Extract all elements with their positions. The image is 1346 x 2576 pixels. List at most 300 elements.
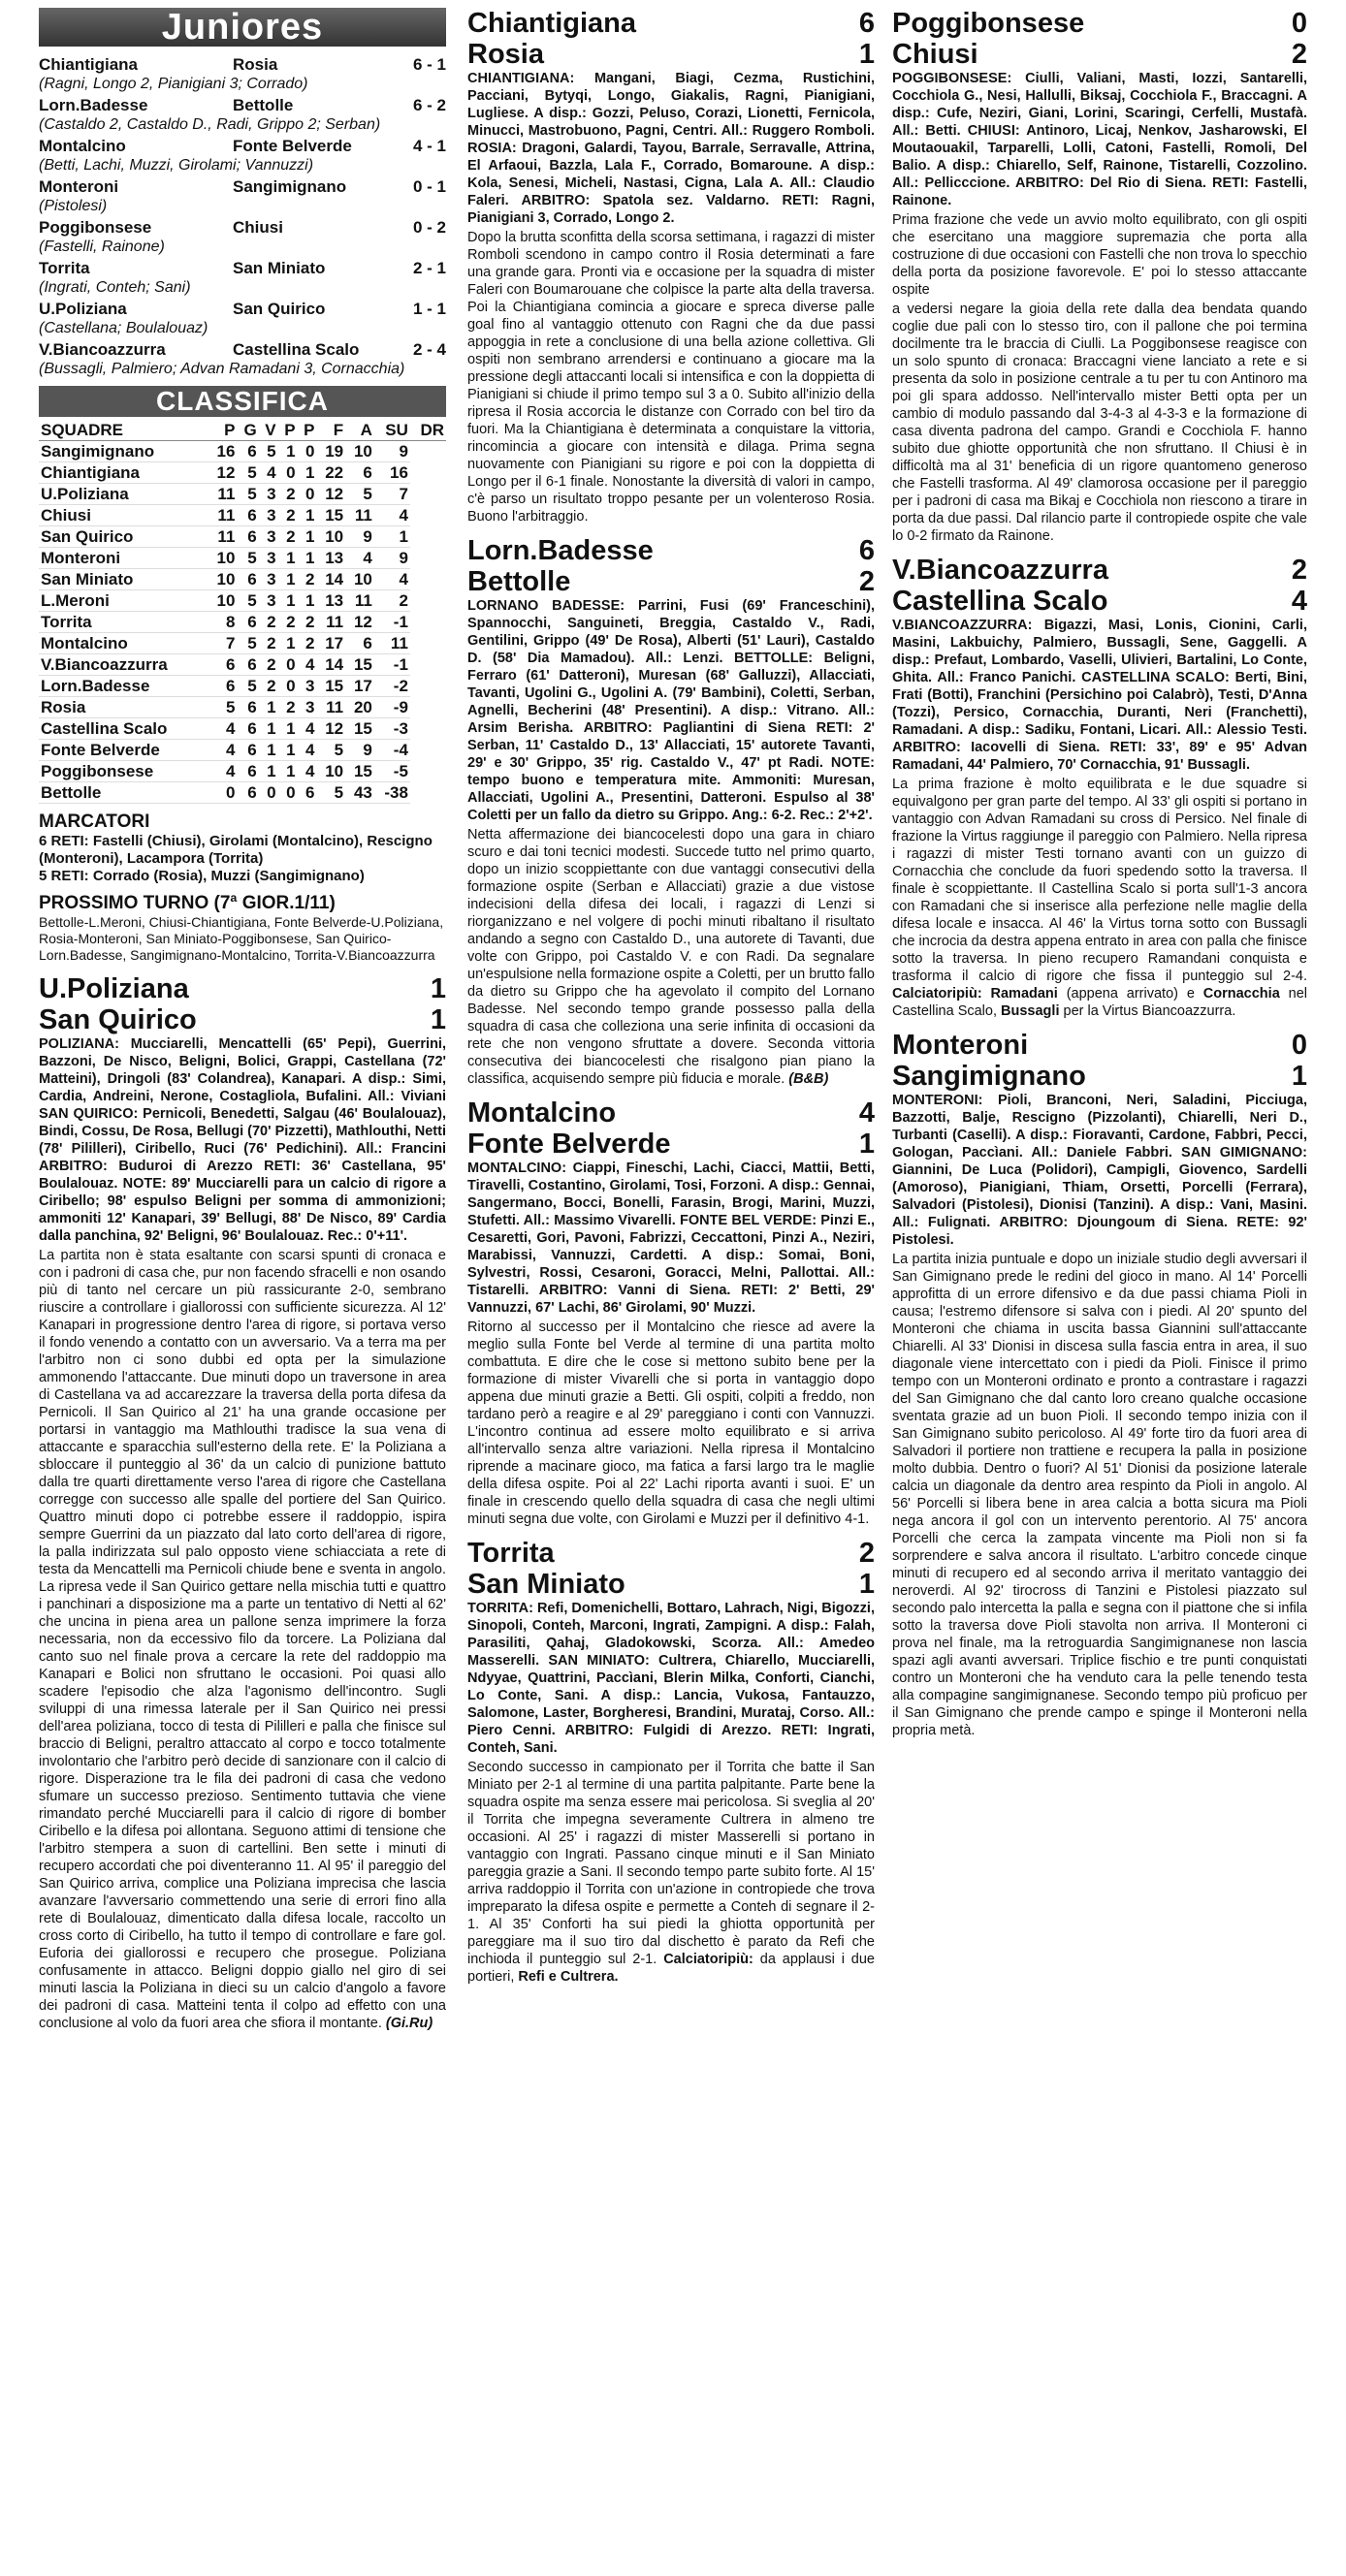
stat-cell: 5 (237, 548, 258, 569)
match-header (892, 1030, 1307, 1061)
away-score: 2 (858, 566, 875, 597)
home-score: 6 (858, 535, 875, 566)
lineup-text: LORNANO BADESSE: Parrini, Fusi (69' Franceschini), Spannocchi, Sanguineti, Breggia, Castaldo V., Radi, Gentilini, Grippo (49' De Rosa), Alberti (51' Lauri), Castaldo D. (58' Dia Mamadou). All.: Lenzi. BETTOLLE: Beligni, Ferraro (61' Datteroni), Muresan (68' Galluzzi), Allacciati, Tavanti, Ugolini G., Ugolini A. (79' Bambini), Coletti, Serban, Agnelli, Becherini (48' Presentini). A disp.: Vitrano. All.: Arsim Berisha. ARBITRO: Pagliantini di Siena RETI: 2' Serban, 11' Castaldo D., 13' Allacciati, 15' autorete Tavanti, 29' e 30' Grippo, 35' rig. Castaldo V., 47' pt Radi. NOTE: tempo buono e temperatura mite. Ammoniti: Muresan, Allacciati, Ugolini A., Presentini, Datteroni. Espulso al 38' Coletti per un fallo da dietro su Grippo. Ang.: 6-2. Rec.: 2'+2'. (467, 598, 875, 823)
result-away: Bettolle (233, 96, 294, 114)
match-header (892, 586, 1307, 617)
home-team: Chiantigiana (467, 8, 637, 39)
stat-cell: 1 (278, 761, 298, 782)
standings-row (39, 441, 446, 462)
stat-cell: 1 (298, 462, 317, 484)
stat-cell: 17 (345, 676, 374, 697)
result-score: 1 - 1 (412, 300, 446, 318)
away-team: Rosia (467, 39, 544, 70)
standout-name: Cornacchia (1202, 986, 1280, 1002)
standout-name: Bussagli (1001, 1003, 1060, 1019)
stat-cell: 2 (259, 654, 278, 676)
away-score: 1 (858, 39, 875, 70)
stat-cell: 3 (298, 676, 317, 697)
home-score: 6 (858, 8, 875, 39)
result-scorers: (Castellana; Boulalouaz) (39, 320, 208, 336)
result-scorers: (Bussagli, Palmiero; Advan Ramadani 3, Cornacchia) (39, 361, 405, 377)
result-away: San Quirico (233, 300, 326, 318)
result-item (39, 176, 446, 215)
stat-cell: 6 (237, 761, 258, 782)
stat-cell: 0 (278, 654, 298, 676)
away-score: 4 (1291, 586, 1307, 617)
result-score: 0 - 1 (412, 177, 446, 196)
report-text: Prima frazione che vede un avvio molto equilibrato, con gli ospiti che esercitano una maggiore supremazia che porta alla costruzione di due occasioni con Fastelli che non trova lo specchio della porta da posizione favorevole. E' poi lo stesso attaccante ospite (892, 212, 1307, 298)
stat-cell: 19 (316, 441, 345, 462)
away-score: 1 (858, 1129, 875, 1160)
result-item (39, 339, 446, 378)
stat-cell: 6 (345, 462, 374, 484)
stat-cell: 10 (345, 441, 374, 462)
stat-cell: 11 (316, 612, 345, 633)
standout-text: da applausi i due portieri, (467, 1952, 876, 1985)
match-header (892, 8, 1307, 39)
report-text: Ritorno al successo per il Montalcino che riesce ad avere la meglio sulla Fonte bel Verde al termine di una partita molto combattuta. E dire che le cose si mettono subito bene per la formazione di mister Vivarelli che si porta in vantaggio dopo appena due minuti grazie a Betti. Gli ospiti, colpiti a freddo, non tardano però a reagire e al 29' pareggiano i conti con Vannuzzi. L'incontro continua ad essere molto equilibrato e si arriva all'intervallo senza altre variazioni. Nella ripresa il Montalcino riprende a macinare gioco, ma fatica a farsi largo tra le maglie della difesa ospite. Poi al 22' Lachi riporta avanti i suoi. E' un finale in crescendo quello della squadra di casa che negli ultimi minuti segna due volte, con Girolami e Muzzi per il definitivo 4-1. (467, 1320, 875, 1527)
team-name-cell: Bettolle (39, 782, 208, 804)
stat-cell: 5 (259, 441, 278, 462)
marcatori-title: MARCATORI (39, 811, 150, 832)
col-header: P (208, 421, 238, 441)
stat-cell: 11 (208, 484, 238, 505)
result-score: 6 - 1 (412, 55, 446, 74)
home-score: 0 (1291, 8, 1307, 39)
author-signature: (Gi.Ru) (385, 2016, 433, 2031)
stat-cell: 10 (208, 548, 238, 569)
result-home: Poggibonsese (39, 218, 152, 237)
standings-row (39, 590, 446, 612)
home-team: Montalcino (467, 1097, 617, 1129)
stat-cell: 4 (259, 462, 278, 484)
stat-cell: 1 (298, 548, 317, 569)
stat-cell: -2 (374, 676, 410, 697)
stat-cell: 15 (345, 718, 374, 740)
result-scorers: (Betti, Lachi, Muzzi, Girolami; Vannuzzi) (39, 157, 314, 174)
team-name-cell: San Miniato (39, 569, 208, 590)
home-score: 4 (858, 1097, 875, 1129)
team-name-cell: Torrita (39, 612, 208, 633)
team-name-cell: L.Meroni (39, 590, 208, 612)
stat-cell: 3 (298, 697, 317, 718)
result-away: Chiusi (233, 218, 283, 237)
result-home: Torrita (39, 259, 90, 277)
article-poggibonsese (892, 8, 1307, 545)
article-chiantigiana (467, 8, 875, 525)
stat-cell: 5 (237, 462, 258, 484)
stat-cell: 5 (237, 484, 258, 505)
away-team: Bettolle (467, 566, 571, 597)
stat-cell: 2 (374, 590, 410, 612)
standout-label: Calciatoripiù: Ramadani (892, 986, 1058, 1002)
lineup-text: TORRITA: Refi, Domenichelli, Bottaro, Lahrach, Nigi, Bigozzi, Sinopoli, Conteh, Marconi, Ingrati, Zampigni. A disp.: Falah, Parasiliti, Qahaj, Gladokowski, Scorza. All.: Amedeo Masserelli. SAN MINIATO: Cultrera, Chiarello, Mucciarelli, Ndyyae, Quattrini, Paccìani, Blerin Milka, Conforti, Cianchi, Lo Conte, Sani. A disp.: Lancia, Vukosa, Fantauzzo, Salomone, Laster, Borgheresi, Brandini, Murataj, Corso. All.: Piero Cenni. ARBITRO: Fulgidi di Arezzo. RETI: Ingrati, Conteh, Sani. (467, 1601, 875, 1756)
stat-cell: 5 (316, 782, 345, 804)
stat-cell: 11 (208, 505, 238, 526)
result-scorers: (Ragni, Longo 2, Pianigiani 3; Corrado) (39, 76, 308, 92)
lineup-text: POGGIBONSESE: Ciulli, Valiani, Masti, Iozzi, Santarelli, Cocchiola G., Nesi, Hallulli, Biksaj, Cocchiola F., Braccagni. A disp.: Cufe, Neziri, Giani, Lorini, Scaringi, Cerfelli, Mustafà. All.: Betti. CHIUSI: Antinoro, Licaj, Nenkov, Jasharowski, El Moutaouakil, Tarparelli, Lolli, Catoni, Fastelli, Romoli, Del Balio. A disp.: Chiarello, Self, Rainone, Tistarelli, Cozzolino. All.: Pellicccione. ARBITRO: Del Rio di Siena. RETI: Fastelli, Rainone. (892, 71, 1307, 208)
standings-row (39, 761, 446, 782)
col-header: DR (410, 421, 446, 441)
stat-cell: 0 (278, 782, 298, 804)
away-team: San Quirico (39, 1004, 197, 1035)
stat-cell: 10 (316, 761, 345, 782)
standings-row (39, 654, 446, 676)
home-team: Lorn.Badesse (467, 535, 654, 566)
result-scorers: (Fastelli, Rainone) (39, 239, 165, 255)
stat-cell: 11 (345, 505, 374, 526)
stat-cell: 12 (316, 484, 345, 505)
lineup-text: POLIZIANA: Mucciarelli, Mencattelli (65' Pepi), Guerrini, Bazzoni, De Nisco, Beligni, Bolici, Grappi, Castellana (72' Matteini), Dringoli (83' Colandrea), Kanapari. A disp.: Simi, Cardia, Andreini, Nerone, Costagliola, Bufalini. All.: Viviani SAN QUIRICO: Pernicoli, Benedetti, Salgau (46' Boulalouaz), Bindi, Cossu, De Rosa, Bellugi (70' Pizzetti), Mathlouthi, Netti (78' Pililleri), Ciribello, Ruci (76' Pedichini). All.: Francini ARBITRO: Buduroi di Arezzo RETI: 36' Castellana, 95' Boulalouaz. NOTE: 89' Mucciarelli para un calcio di rigore a Ciribello; 98' espulso Beligni per somma di ammonizioni; ammoniti 12' Kanapari, 39' Bellugi, 88' De Nisco, 89' Cardia dalla panchina, 92' Beligni, 96' Boulalouaz. Rec.: 0'+11'. (39, 1036, 446, 1244)
prossimo-turno-text: Bettolle-L.Meroni, Chiusi-Chiantigiana, Fonte Belverde-U.Poliziana, Rosia-Monteroni, San Miniato-Poggibonsese, San Quirico-Lorn.Badesse, Sangimignano-Montalcino, Torrita-V.Biancoazzurra (39, 914, 444, 963)
stat-cell: 1 (259, 697, 278, 718)
stat-cell: 1 (298, 505, 317, 526)
team-name-cell: Chiusi (39, 505, 208, 526)
stat-cell: -9 (374, 697, 410, 718)
stat-cell: 6 (237, 654, 258, 676)
match-header (467, 1129, 875, 1160)
standings-row (39, 462, 446, 484)
stat-cell: -5 (374, 761, 410, 782)
team-name-cell: Sangimignano (39, 441, 208, 462)
stat-cell: 1 (298, 526, 317, 548)
stat-cell: 5 (208, 697, 238, 718)
stat-cell: 11 (374, 633, 410, 654)
stat-cell: 6 (237, 697, 258, 718)
marcatori-line: 6 RETI: Fastelli (Chiusi), Girolami (Montalcino), Rescigno (Monteroni), Lacamporа (Torrita) (39, 833, 433, 867)
col-header: A (345, 421, 374, 441)
match-header (467, 535, 875, 566)
stat-cell: 6 (237, 782, 258, 804)
col-header: F (316, 421, 345, 441)
result-away: Fonte Belverde (233, 137, 352, 155)
stat-cell: -38 (374, 782, 410, 804)
lineup-text: MONTERONI: Pioli, Branconi, Neri, Saladini, Picciuga, Bazzotti, Balje, Rescigno (Pizzolanti), Chiarelli, Neri D., Turbanti (Caselli). A disp.: Fioravanti, Cardone, Fabbri, Pecci, Gologan, Paccìani. All.: Daniele Fabbri. SAN GIMIGNANO: Giannini, De Luca (Polidori), Campigli, Giovenco, Sardelli (Amoroso), Pianigiani, Thiam, Orsetti, Porcelli (Ferrara), Salvadori (Pistolesi), Dionisi (Tanzini). A disp.: Vani, Masini. All.: Fulignati. ARBITRO: Djoungoum di Siena. RETE: 92' Pistolesi. (892, 1093, 1307, 1248)
match-header (892, 555, 1307, 586)
away-score: 2 (1291, 39, 1307, 70)
away-team: Sangimignano (892, 1061, 1086, 1092)
stat-cell: 2 (259, 676, 278, 697)
stat-cell: 15 (345, 654, 374, 676)
stat-cell: 2 (259, 612, 278, 633)
team-name-cell: Chiantigiana (39, 462, 208, 484)
article-badesse (467, 535, 875, 1088)
stat-cell: 2 (298, 569, 317, 590)
stat-cell: 9 (374, 441, 410, 462)
result-home: U.Poliziana (39, 300, 127, 318)
result-away: Castellina Scalo (233, 340, 360, 359)
result-scorers: (Ingrati, Conteh; Sani) (39, 279, 191, 296)
stat-cell: 1 (278, 569, 298, 590)
stat-cell: 0 (208, 782, 238, 804)
stat-cell: 10 (345, 569, 374, 590)
report-body: Secondo successo in campionato per il Torrita che batte il San Miniato per 2-1 al termine di una partita palpitante. Parte bene la squadra ospite ma senza essere mai pericolosa. Si sveglia al 20' il Torrita che impegna severamente Cultrera in almeno tre occasioni. Al 25' i ragazzi di mister Masserelli si portano in vantaggio con Ingrati. Passano cinque minuti e il San Miniato pareggia grazie a Sani. Il secondo tempo parte subito forte. Al 15' arriva raddoppio il Torrita con un'azione in contropiede che trova impreparato la difesa ospite e permette a Conteh di segnare il 2-1. Al 35' Conforti ha sui piedi la ghiotta opportunità per pareggiare ma il suo tiro dal dischetto è parato da Refi che inchioda il punteggio sul 2-1. (467, 1760, 875, 1967)
stat-cell: 10 (208, 569, 238, 590)
standout-text: per la Virtus Biancoazzurra. (1063, 1003, 1236, 1019)
stat-cell: 3 (259, 590, 278, 612)
stat-cell: 3 (259, 484, 278, 505)
stat-cell: 4 (298, 718, 317, 740)
match-header (467, 1538, 875, 1569)
away-team: San Miniato (467, 1569, 625, 1600)
prossimo-turno-title: PROSSIMO TURNO (7ª GIOR.1/11) (39, 893, 336, 913)
stat-cell: 12 (208, 462, 238, 484)
stat-cell: 9 (345, 526, 374, 548)
stat-cell: 1 (259, 740, 278, 761)
home-score: 2 (1291, 555, 1307, 586)
standings-header-row (39, 421, 446, 441)
result-item (39, 95, 446, 134)
stat-cell: 1 (259, 718, 278, 740)
stat-cell: 11 (208, 526, 238, 548)
stat-cell: 1 (278, 740, 298, 761)
result-score: 6 - 2 (412, 96, 446, 114)
article-montalcino (467, 1097, 875, 1528)
stat-cell: 15 (345, 761, 374, 782)
team-name-cell: Fonte Belverde (39, 740, 208, 761)
result-score: 4 - 1 (412, 137, 446, 155)
result-away: Rosia (233, 55, 278, 74)
stat-cell: 9 (345, 740, 374, 761)
team-name-cell: Rosia (39, 697, 208, 718)
away-team: Fonte Belverde (467, 1129, 671, 1160)
stat-cell: 4 (298, 761, 317, 782)
stat-cell: 1 (374, 526, 410, 548)
report-text: La partita inizia puntuale e dopo un iniziale studio degli avversari il San Gimignano prede le redini del gioco in mano. Al 14' Porcelli approfitta di un errore difensivo e da due passi chiama Pioli in causa; l'estremo difensore si salva con i piedi. Al 20' spunto del Monteroni che chiama in uscita bassa Giannini sull'attaccante Chiarelli. Al 33' Dionisi in discesa sulla fascia entra in area, il suo diagonale viene intercettato con i piedi da Pioli. Finisce il primo tempo con un Monteroni ordinato e pronto a contrastare i ragazzi del San Gimignano che dal canto loro creano qualche occasione sventata grazie ad un buon Pioli. Il secondo tempo inizia con il San Gimignano subito pericoloso. Al 49' forte tiro da fuori area di Salvadori il portiere non trattiene e recupera la palla in posizione molto dubbia. Dentro o fuori? Al 51' Dionisi da posizione laterale calcia un diagonale da dentro area respinto da Pioli in angolo. Al 56' Porcelli si libera bene in area calcia a botta sicura ma Pioli nega ancora il gol con un intervento perentorio. Al 75' ancora Porcelli che cerca la zampata vincente ma Pioli non si fa sorprendere e salva ancora il risultato. L'arbitro concede cinque minuti di recupero ed al secondo arriva il meritato vantaggio dei neroverdi. Al 92' tirocross di Tanzini e Pistolesi piazzato sul secondo palo intercetta la palla e segna con il piattone che si infila sotto la traversa dove Pioli stavolta non arriva. Il Monteroni ci prova nel finale, ma la retroguardia Sangimignanese non lascia spazi agli avanti avversari. Triplice fischio e tre punti conquistati contro un Monteroni che ha venduto cara la pelle tenendo testa alla compagine sangimignanese. Secondo tempo più proficuo per il San Gimignano che prende campo e spinge il Monteroni nella propria metà. (892, 1252, 1307, 1738)
stat-cell: 5 (345, 484, 374, 505)
col-header: G (237, 421, 258, 441)
juniores-banner: Juniores (39, 8, 446, 47)
report-body: La partita non è stata esaltante con scarsi spunti di cronaca e con i padroni di casa che, pur non facendo sfracelli e non osando più di tanto nel cercare un più rassicurante 2-0, sembrano riuscire a controllare i giallorossi con sufficiente sicurezza. Al 12' Kanapari in progressione dentro l'area di rigore, si portava verso il fondo venendo a contatto con un avversario. Va a terra ma per l'arbitro non ci sono dubbi ed opta per la simulazione ammonendo l'attaccante. Due minuti dopo un traversone in area di Castellana va ad accarezzare la traversa della porta difesa da Pernicoli. Il San Quirico al 21' ha una grande occasione per portarsi in vantaggio ma Mathlouthi tradisce la sua vena di attaccante e sparacchia sull'esterno della rete. E' la Poliziana a sbloccare il punteggio al 36' da un calcio di punizione battuto dalla tre quarti direttamente verso l'area di rigore che Castellana corregge con successo alle spalle del portiere del San Quirico. Quattro minuti dopo ci potrebbe essere il raddoppio, ispira sempre Guerrini da un piazzato dal lato corto dell'area di rigore, la palla indirizzata sul palo opposto viene schiacciata a rete di testa da Mencattelli ma Pernicoli chiude bene e sventa in angolo. La ripresa vede il San Quirico gettare nella mischia tutti e quattro i panchinari a disposizione ma a parte un tentativo di Netti al 62' che uncina in piena area un pallone senza imprimere la forza necessaria, non da eccessivo filo da torcere. La Poliziana dal canto suo nel finale prova a cercare la rete del raddoppio ma Kanapari e Bolici non sfruttano le occasioni. Poi quasi allo scadere l'episodio che alza l'agonismo dell'incontro. Sugli sviluppi di una rimessa laterale per il San Quirico nei pressi dell'area poliziana, tocco di testa di Pililleri e palla che finisce sul braccio di Beligni, peraltro attaccato al corpo e tocco totalmente involontario che l'arbitro però decide di sanzionare con il calcio di rigore. Disperazione tra le fila dei padroni di casa che vedono sfumare un successo prezioso. Sentimento tuttavia che viene rimandato perché Mucciarelli para il calcio di rigore di bomber Ciribello e la difesa poi allontana. Seguono attimi di tensione che l'arbitro stempera a suon di cartellini. Ben sette i minuti di recupero accordati che poi diventeranno 11. Al 95' il pareggio del San Quirico arriva, complice una Poliziana imprecisa che lascia avanzare l'avversario commettendo una serie di errori fino alla rete di Boulalouaz, dimenticato dalla difesa locale, raccolto un cross corto di Ciribello, ha tutto il tempo di controllare e fare gol. Euforia dei giallorossi e recupero che prosegue. Poliziana confusamente in attacco. Beligni doppio giallo nel giro di sei minuti lascia la Poliziana in dieci su un calcio d'angolo a favore dei padroni di casa. Matteini tenta il colpo ad effetto con una conclusione al volo da fuori area che sfiora il montante. (39, 1248, 446, 2031)
stat-cell: 1 (278, 441, 298, 462)
match-header (39, 973, 446, 1004)
stat-cell: 13 (316, 590, 345, 612)
result-home: Montalcino (39, 137, 126, 155)
stat-cell: 1 (278, 718, 298, 740)
standings-row (39, 505, 446, 526)
result-item (39, 54, 446, 93)
team-name-cell: U.Poliziana (39, 484, 208, 505)
stat-cell: 4 (345, 548, 374, 569)
report-text: a vedersi negare la gioia della rete dalla dea bendata quando coglie due pali con lo stesso tiro, con il pallone che poi termina docilmente tra le braccia di Ciulli. La Poggibonsese reagisce con un solo spunto di cronaca: Braccagni viene lanciato a rete e si presenta da solo in posizione centrale a tu per tu con Antinoro ma poi gli spara addosso. Nell'intervallo mister Betti opta per un cambio di modulo passando dal 3-4-3 al 4-3-3 e la formazione di casa diventa padrona del campo. Grandi e Cocchiola F. hanno subito due ghiotte opportunità che non sfruttano. Il Chiusi è in difficoltà ma al 31' beneficia di un rigore quantomeno generoso che Fastelli trasforma. Al 49' clamorosa occasione per il pareggio per i padroni di casa ma Bikaj e Cocchiola non riescono a tirare in porta da due passi. Dal rilancio parte il contropiede ospite che vale lo 0-2 firmato da Rainone. (892, 302, 1307, 544)
result-score: 2 - 1 (412, 259, 446, 277)
column-right (892, 8, 1307, 1739)
col-header: SQUADRE (39, 421, 208, 441)
stat-cell: 20 (345, 697, 374, 718)
stat-cell: 0 (278, 676, 298, 697)
stat-cell: 7 (208, 633, 238, 654)
stat-cell: 11 (316, 697, 345, 718)
col-header: P (298, 421, 317, 441)
report-text (39, 1247, 446, 2032)
result-away: Sangimignano (233, 177, 347, 196)
stat-cell: 5 (237, 676, 258, 697)
home-score: 0 (1291, 1030, 1307, 1061)
standings-row (39, 718, 446, 740)
home-team: Poggibonsese (892, 8, 1085, 39)
stat-cell: 17 (316, 633, 345, 654)
stat-cell: 13 (316, 548, 345, 569)
stat-cell: 0 (298, 484, 317, 505)
stat-cell: -3 (374, 718, 410, 740)
stat-cell: 14 (316, 569, 345, 590)
stat-cell: 0 (278, 462, 298, 484)
marcatori-line: 5 RETI: Corrado (Rosia), Muzzi (Sangimignano) (39, 868, 365, 884)
standout-text: (appena arrivato) e (1066, 986, 1195, 1002)
standings-row (39, 782, 446, 804)
stat-cell: 7 (374, 484, 410, 505)
lineup-text: MONTALCINO: Ciappi, Fineschi, Lachi, Ciacci, Mattii, Betti, Tiravelli, Costantino, Girolami, Tosi, Forzoni. A disp.: Gennai, Sangermano, Bocci, Bonelli, Farasin, Brogi, Marini, Muzzi, Stufetti. All.: Massimo Vivarelli. FONTE BEL VERDE: Pinzi E., Cesaretti, Gori, Pavoni, Fabrizzi, Ceccattoni, Pinzi A., Neziri, Marabissi, Vannuzzi, Cardetti. A disp.: Somai, Boni, Sylvestri, Rossi, Cesaroni, Goracci, Melni, Pallottai. All.: Tistarelli. ARBITRO: Vanni di Siena. RETI: 2' Betti, 29' Vannuzzi, 67' Lachi, 86' Girolami, 90' Muzzi. (467, 1161, 875, 1316)
stat-cell: 10 (316, 526, 345, 548)
standout-text: nel Castellina Scalo, (892, 986, 1307, 1019)
standings-row (39, 676, 446, 697)
stat-cell: 12 (316, 718, 345, 740)
stat-cell: 3 (259, 569, 278, 590)
stat-cell: 2 (278, 612, 298, 633)
stat-cell: 9 (374, 548, 410, 569)
stat-cell: 6 (208, 654, 238, 676)
stat-cell: 14 (316, 654, 345, 676)
team-name-cell: Castellina Scalo (39, 718, 208, 740)
stat-cell: 1 (259, 761, 278, 782)
column-middle (467, 8, 875, 1986)
result-item (39, 217, 446, 256)
stat-cell: 3 (259, 526, 278, 548)
classifica-banner: CLASSIFICA (39, 386, 446, 417)
standings-row (39, 548, 446, 569)
stat-cell: 16 (374, 462, 410, 484)
home-score: 1 (430, 973, 446, 1004)
stat-cell: 1 (298, 590, 317, 612)
stat-cell: 2 (278, 526, 298, 548)
standings-table (39, 421, 446, 804)
stat-cell: 11 (345, 590, 374, 612)
result-home: Lorn.Badesse (39, 96, 148, 114)
stat-cell: -1 (374, 654, 410, 676)
stat-cell: 8 (208, 612, 238, 633)
result-away: San Miniato (233, 259, 326, 277)
home-team: V.Biancoazzurra (892, 555, 1108, 586)
col-header: P (278, 421, 298, 441)
stat-cell: 6 (237, 718, 258, 740)
author-signature: (B&B) (788, 1071, 829, 1087)
col-header: V (259, 421, 278, 441)
stat-cell: 43 (345, 782, 374, 804)
stat-cell: 4 (208, 761, 238, 782)
stat-cell: 12 (345, 612, 374, 633)
stat-cell: 3 (259, 548, 278, 569)
report-text (467, 1759, 875, 1986)
result-score: 2 - 4 (412, 340, 446, 359)
standings-row (39, 633, 446, 654)
stat-cell: -1 (374, 612, 410, 633)
stat-cell: 4 (298, 654, 317, 676)
stat-cell: 4 (298, 740, 317, 761)
stat-cell: 1 (278, 548, 298, 569)
stat-cell: 2 (259, 633, 278, 654)
team-name-cell: V.Biancoazzurra (39, 654, 208, 676)
stat-cell: 5 (237, 590, 258, 612)
stat-cell: 4 (208, 740, 238, 761)
stat-cell: 10 (208, 590, 238, 612)
team-name-cell: Montalcino (39, 633, 208, 654)
away-team: Chiusi (892, 39, 978, 70)
lineup-text: V.BIANCOAZZURRA: Bigazzi, Masi, Lonis, Cionini, Carli, Masini, Lakbuichy, Palmiero, Bussagli, Sene, Gaggelli. A disp.: Prefaut, Lombardo, Vaselli, Ulivieri, Bartalini, Lo Conte, Ghita. All.: Franco Panichi. CASTELLINA SCALO: Berti, Bini, Frati (Botti), Franchini (Persichino poi Calabrò), Testi, D'Anna (Tozzi), Persico, Cornacchia, Duranti, Neri (Franchetti), Ramadani. A disp.: Sadiku, Fontani, Licari. All.: Alessio Testi. ARBITRO: Iacovelli di Siena. RETI: 33', 89' e 95' Advan Ramadani, 44' Palmiero, 70' Cornacchia, 91' Bussagli. (892, 618, 1307, 773)
standings-row (39, 569, 446, 590)
standings-body (39, 441, 446, 804)
stat-cell: 15 (316, 676, 345, 697)
report-text: Dopo la brutta sconfitta della scorsa settimana, i ragazzi di mister Romboli scendono in campo contro il Rosia determinati a fare una grande gara. Pronti via e occasione per la squadra di mister Faleri con Boumarouane che colpisce la parte alta della traversa. Poi la Chiantigiana comincia a giocare e spreca diverse palle goal fino al vantaggio ottenuto con Ragni che da due passi appoggia in rete a conclusione di una bella azione collettiva. Gli ospiti non sembrano arrendersi e continuano a giocare ma la pressione degli attaccanti locali si intensifica e con la doppietta di Pianigiani si chiude il primo tempo sul 3 a 0. Subito all'inizio della ripresa il Rosia accorcia le distanze con Corrado con bel tiro da fuori. Ma la Chiantigiana è determinata a conquistare la vittoria, rincomincia a giocare con intensità e dilaga. Prima segna nuovamente con Pianigiani su rigore e poi con la doppietta di Longo per il 6-1 finale. Nonostante la diversità di valori in campo, c'è parso un risultato troppo pesante per un volenteroso Rosia. Buono l'arbitraggio. (467, 230, 875, 525)
stat-cell: 6 (237, 612, 258, 633)
match-header (467, 566, 875, 597)
home-score: 2 (858, 1538, 875, 1569)
stat-cell: 6 (298, 782, 317, 804)
stat-cell: 6 (208, 676, 238, 697)
stat-cell: 6 (237, 740, 258, 761)
stat-cell: 16 (208, 441, 238, 462)
result-item (39, 258, 446, 297)
standout-names: Refi e Cultrera. (518, 1969, 619, 1985)
article-torrita (467, 1538, 875, 1986)
report-body: Netta affermazione dei biancocelesti dopo una gara in chiaro scuro e dai toni tecnici modesti. Succede tutto nel primo quarto, dopo un inizio scoppiettante con due vantaggi consecutivi della formazione ospite (Serban e Allacciati) grazie a due vistose indecisioni della difesa dei locali, i ragazzi di Lenzi si riorganizzano e nel volgere di pochi minuti ribaltano il risultato andando a segno con Castaldo D., una autorete di Tavanti, due volte con Grippo, poi Castaldo V. e con Radi. Da segnalare un'espulsione nella formazione ospite a Coletti, per un brutto fallo da dietro su Grippo che ha agevolato il compito del Lornano Badesse. Nel secondo tempo grande possesso palla della squadra di casa che colleziona una serie infinita di occasioni da rete che non vengono sfruttate a dovere. Seconda vittoria consecutiva dei biancocelesti che risalgono pian piano la classifica, acquisendo sempre più fiducia e morale. (467, 827, 875, 1087)
stat-cell: 6 (237, 569, 258, 590)
report-text (467, 826, 875, 1088)
stat-cell: 1 (278, 590, 298, 612)
results-list (39, 54, 446, 378)
result-item (39, 299, 446, 337)
match-header (467, 39, 875, 70)
stat-cell: 2 (278, 505, 298, 526)
report-body: La prima frazione è molto equilibrata e le due squadre si equivalgono per gran parte del tempo. Al 33' gli ospiti si portano in vantaggio con Advan Ramadani su cross di Persico. Nel finale di frazione la Virtus raggiunge il pareggio con Palmiero. Nella ripresa i ragazzi di mister Testi tornano avanti con un guizzo di Cornacchia che conclude da fuori spedendo sotto la traversa. Il finale è scoppiettante. Il Castellina Scalo si porta sull'1-3 ancora con Ramadani che si inserisce alla perfezione nelle maglie della difesa locale e insacca. Al 46' la Virtus torna sotto con Bussagli che incrocia da destra appena entrato in area con palla che finisce sotto la traversa. In pieno recupero Ramandani conquista e trasforma il calcio di rigore che fissa il punteggio sul 2-4. (892, 777, 1307, 984)
stat-cell: 3 (259, 505, 278, 526)
result-home: V.Biancoazzurra (39, 340, 166, 359)
home-team: Torrita (467, 1538, 555, 1569)
standings-row (39, 697, 446, 718)
home-team: U.Poliziana (39, 973, 189, 1004)
stat-cell: 6 (345, 633, 374, 654)
stat-cell: 4 (208, 718, 238, 740)
stat-cell: -4 (374, 740, 410, 761)
article-poliziana (39, 973, 446, 2032)
column-left (39, 8, 446, 2032)
stat-cell: 6 (237, 505, 258, 526)
stat-cell: 22 (316, 462, 345, 484)
match-header (467, 1097, 875, 1129)
stat-cell: 4 (374, 505, 410, 526)
stat-cell: 2 (278, 484, 298, 505)
article-biancoazzurra (892, 555, 1307, 1020)
match-header (467, 1569, 875, 1600)
away-score: 1 (430, 1004, 446, 1035)
stat-cell: 2 (298, 612, 317, 633)
stat-cell: 0 (259, 782, 278, 804)
stat-cell: 4 (374, 569, 410, 590)
match-header (892, 39, 1307, 70)
stat-cell: 2 (298, 633, 317, 654)
report-text (892, 776, 1307, 1020)
col-header: SU (374, 421, 410, 441)
team-name-cell: Lorn.Badesse (39, 676, 208, 697)
match-header (39, 1004, 446, 1035)
match-header (892, 1061, 1307, 1092)
article-monteroni (892, 1030, 1307, 1739)
stat-cell: 5 (316, 740, 345, 761)
result-scorers: (Castaldo 2, Castaldo D., Radi, Grippo 2; Serban) (39, 116, 381, 133)
stat-cell: 6 (237, 441, 258, 462)
stat-cell: 5 (237, 633, 258, 654)
team-name-cell: Poggibonsese (39, 761, 208, 782)
stat-cell: 15 (316, 505, 345, 526)
